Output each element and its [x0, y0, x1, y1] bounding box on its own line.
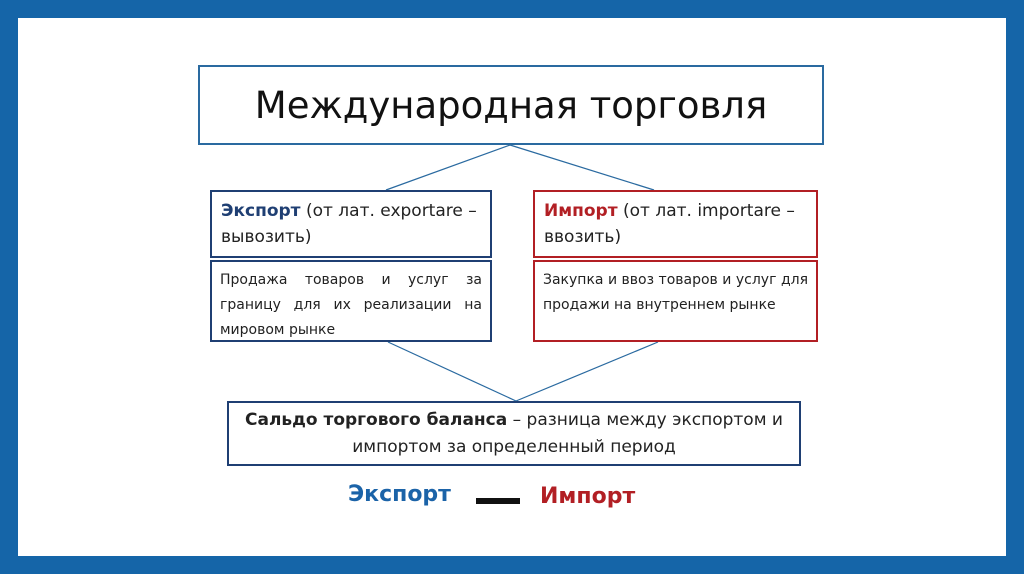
connector-import-balance	[516, 342, 658, 401]
trade-balance-definition: – разница между экспортом и импортом за определенный период	[352, 410, 783, 457]
export-description: Продажа товаров и услуг за границу для их реализации на мировом рынке	[220, 272, 482, 338]
import-definition-box	[533, 190, 818, 258]
connector-title-export	[386, 145, 510, 190]
import-description-box	[533, 260, 818, 342]
slide	[18, 18, 1006, 556]
trade-balance-box	[227, 401, 801, 466]
import-term: Импорт	[544, 201, 618, 221]
export-definition-box	[210, 190, 492, 258]
diagram-title: Международная торговля	[254, 83, 768, 127]
export-description-box	[210, 260, 492, 342]
formula-export: Экспорт	[348, 482, 451, 507]
connector-title-import	[510, 145, 654, 190]
minus-sign	[476, 498, 520, 504]
trade-balance-term: Сальдо торгового баланса	[245, 410, 508, 430]
connector-export-balance	[388, 342, 516, 401]
export-definition: (от лат. exportare – вывозить)	[221, 201, 477, 247]
import-definition: (от лат. importare – ввозить)	[544, 201, 795, 247]
title-box	[198, 65, 824, 145]
export-term: Экспорт	[221, 201, 301, 221]
import-description: Закупка и ввоз товаров и услуг для продажи на внутреннем рынке	[543, 272, 808, 313]
formula-import: Импорт	[540, 484, 636, 509]
